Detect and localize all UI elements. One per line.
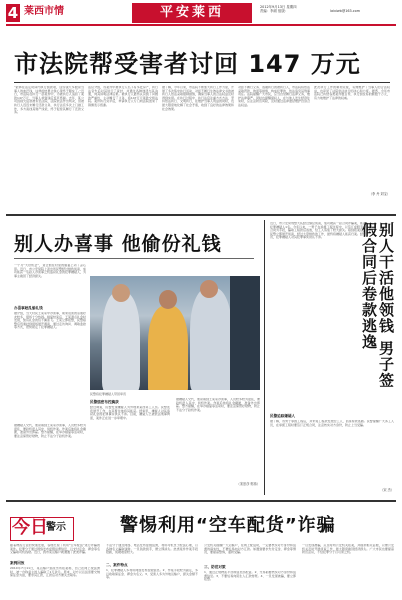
story4-col1: 随着物流行业的快速发展，各地出现了利用“空车配货”进行诈骗的案件。犯罪分子通过网络发布虚假货源信息，以支付定金、押金等名义骗取司机钱财。近日，我市某运输户就遭遇了此类诈骗。 <box>10 544 100 555</box>
story4-col3b: 1、通过正规物流平台或信息部配货。2、交易前要核实对方身份和货源信息。3、不要轻易向陌生人汇款转账。4、一旦发现被骗，要立即报警。 <box>204 571 296 582</box>
story4-col2b: 1、犯罪嫌疑人多利用网络发布虚假信息。2、作案手段较为固定，多以收取保证金、押金为名义。3、受害人多为外地运输户，损失金额不等。 <box>106 569 198 580</box>
divider <box>6 214 396 216</box>
photo-officer-left <box>102 292 140 390</box>
story4-subhead2: 二、案件特点 <box>106 563 128 567</box>
band-title: 平安莱西 <box>132 3 252 23</box>
header-rule <box>6 24 396 26</box>
story4-col3: 公安机关提醒广大运输户，在网上配货时，一定要核实对方身份和货源的真实性，不要轻易向对方汇款。如遇到要求先付定金、押金等情况，要提高警惕，谨防受骗。 <box>204 544 296 555</box>
badge-warning: 警示 <box>46 522 66 533</box>
news-photo <box>90 276 260 390</box>
story2-body1: 据介绍，当天村民王某家中办喜事，前来贺喜的亲朋好友较多，现场十分热闹。婚宴结束后，王某清点礼金时发现，装有礼金的包不翼而飞。王某立即报警，民警接警后迅速赶到现场展开调查，通过走访询问、调取监控等方式，很快锁定了犯罪嫌疑人。 <box>14 312 86 330</box>
photo-face <box>200 280 218 298</box>
story2-body-cont: 据嫌疑人交代，他是看到王某家办喜事，人员较多较为混乱，便趁机混入其中，伺机作案。作案后他将礼金藏匿，准备外出挥霍。警方提醒，在举办婚宴等活动时，要注意保管好财物，防止不法分子趁机作案。 <box>14 424 86 438</box>
story1-signature: （李 丹 刘宝） <box>368 192 390 196</box>
story4-col4: 一旦发现被骗，应及时向公安机关报案，并提供相关证据，以便公安机关及时开展侦查工作，最大限度挽回经济损失。广大市民也要提高防范意识，不给犯罪分子以可乘之机。 <box>302 544 394 555</box>
story2-body3: 据嫌疑人交代，他是看到王某家办喜事，人员较多较为混乱，便趁机混入其中，伺机作案。作案后他将礼金藏匿，准备外出挥霍。警方提醒，在举办婚宴等活动时，要注意保管好财物，防止不法分子趁机作案。 <box>176 398 260 412</box>
story1-col3: 据了解，今年以来，市法院不断加大执行工作力度，开展了多次集中执行活动，对拒不履行生效法律文书的被执行人依法采取强制措施，确保当事人的合法权益及时得到实现。在执行过程中，执行法官注重方式方法，坚持依法执行、文明执行，在维护当事人利益的同时，也最大限度地化解了社会矛盾，收到了良好的法律效果和社会效果。 <box>162 86 234 111</box>
photo-face <box>112 284 130 302</box>
photo-caption: 民警将犯罪嫌疑人带回审讯 <box>90 392 127 396</box>
story4-col2: 不法分子通过网络、电话发布虚假货源，利用司机急于配货心理，以各种名义骗取钱财。一旦钱款到手，便立即消失。此类案件作案手段隐蔽，侦破难度较大。 <box>106 544 198 555</box>
editor-text: 责编：李淑 组版： <box>260 9 289 14</box>
story2-body2: 经过调查，民警发现嫌疑人为外地来莱西务工人员。民警连夜展开工作，在其暂住地将其抓获。经审讯，嫌疑人对其盗窃礼金的犯罪事实供认不讳。目前，嫌疑人已被依法刑事拘留，案件正在进一步审理中。 <box>90 406 170 420</box>
story4-subhead3: 三、防范对策 <box>204 565 226 569</box>
story1-col5: 此次执行工作的顺利完成，有效维护了当事人的合法权益，也彰显了法院依法执行的决心和力度。据悉，今年市法院已执结各类案件数百件，执行到位标的额数千万元，有力地维护了法律的权威。 <box>314 86 390 100</box>
story2-subhead1: 办喜事趁乱偷礼钱 <box>14 306 43 310</box>
headline-underline <box>14 258 254 259</box>
story1-headline: 市法院帮受害者讨回 147 万元 <box>14 50 361 78</box>
story2-intro: 一个月“大好机会”，竟让他在村里的婚宴上动了歪心思。近日，市公安局院上派出所民警经过细致侦查，成功抓获一名趁人办喜事之机盗窃礼金的犯罪嫌疑人，为事主挽回了经济损失。 <box>14 264 86 278</box>
story3-body2: 据了解，该男子承揽工程后，并未将工程款发放给工人，而是卷款逃跑。民警提醒广大务工人员，在承揽工程时要签订正规合同，注意核实对方身份，防止上当受骗。 <box>270 420 394 427</box>
divider <box>14 82 390 83</box>
story1-col2: 法官介绍，该案件中被执行人名下有多处房产，执行法官先后对其进行了查封，并通过各种途径与其沟通，向其讲明法律后果。被执行人最终认识到了问题的严重性，主动履行了义务，将147万元案款交到法院。案件执行完毕后，申请执行人专门向法院送来了锦旗表示感谢。 <box>88 86 158 107</box>
photo-suspect <box>148 306 188 390</box>
story1-col1: “能够在法定时间内执行到款项，这些钱大多数是当事人的血汗钱，这样的结果让我心里终于踏实了。”近日，市法院在执行一起案件中，为被执行人追回了案款147万元，当事人拿到钱后连声感谢。去年，某公司因拖欠货款被诉至法院，法院依法作出判决，但被执行人迟迟未履行还款义务，执行法官多次上门做工作，多方查找其财产线索，终于促使其履行了还款义务。 <box>14 86 84 115</box>
story3-headline: 别人干活他领钱 男子签假合同后卷款逃逸 <box>360 222 395 389</box>
badge-today: 今日 <box>12 517 48 538</box>
page-number: 4 <box>7 4 19 22</box>
story1-col4: 对拒不履行义务、逃避执行的被执行人，市法院将依法采取罚款、拘留等措施，构成犯罪的，依法追究其刑事责任。法院提醒广大市民，应当自觉履行法律义务，维护法律尊严。同时也提醒债权人，在与他人发生经济往来时，应注意防范风险，及时通过法律途径维护自身合法权益。 <box>238 86 310 107</box>
divider <box>6 500 396 502</box>
photo-officer-right <box>190 288 232 390</box>
story4-col1b: 2010年7月11日，某运输户到派出所报案称，自己在网上找货源时，被一自称货主的人骗取了1万余元。原来，对方以运货需要交纳保证金为由，要求其汇款，汇款后对方便失去联系。 <box>10 567 100 578</box>
story3-subhead: 民警追踪嫌疑人 <box>270 414 296 418</box>
date-text: 2012年9月13日 星期四 <box>260 5 297 9</box>
story3-body: 近日，市公安局刑警大队经过缜密侦查，成功破获一起合同诈骗案，抓获犯罪嫌疑人1名。今年以来，一男子在承揽工程过程中，以签订虚假劳务合同为手段，骗取工程款后逃逸，给工人造成了较大损失。接到报案后，民警立即展开侦查，经过大量细致的工作，最终将嫌疑人抓获归案。经审讯，犯罪嫌疑人对其犯罪事实供认不讳。 <box>270 222 366 240</box>
story2-signature: （宋崇彦 郭伟） <box>236 482 260 486</box>
email-line: laixiwb@163.com <box>330 9 361 14</box>
column-divider <box>264 220 265 495</box>
date-line <box>260 5 330 14</box>
section-title: 莱西市情 <box>24 6 64 17</box>
story2-subhead2: 民警缜密布控擒获 <box>90 400 119 404</box>
story4-headline: 警惕利用“空车配货”诈骗 <box>120 515 336 536</box>
photo-face <box>159 290 177 309</box>
story4-subhead1: 案例回放 <box>10 561 25 565</box>
photo-background <box>230 276 260 390</box>
story2-headline: 别人办喜事 他偷份礼钱 <box>14 233 222 255</box>
story3-signature: （宋 杰） <box>380 488 394 492</box>
